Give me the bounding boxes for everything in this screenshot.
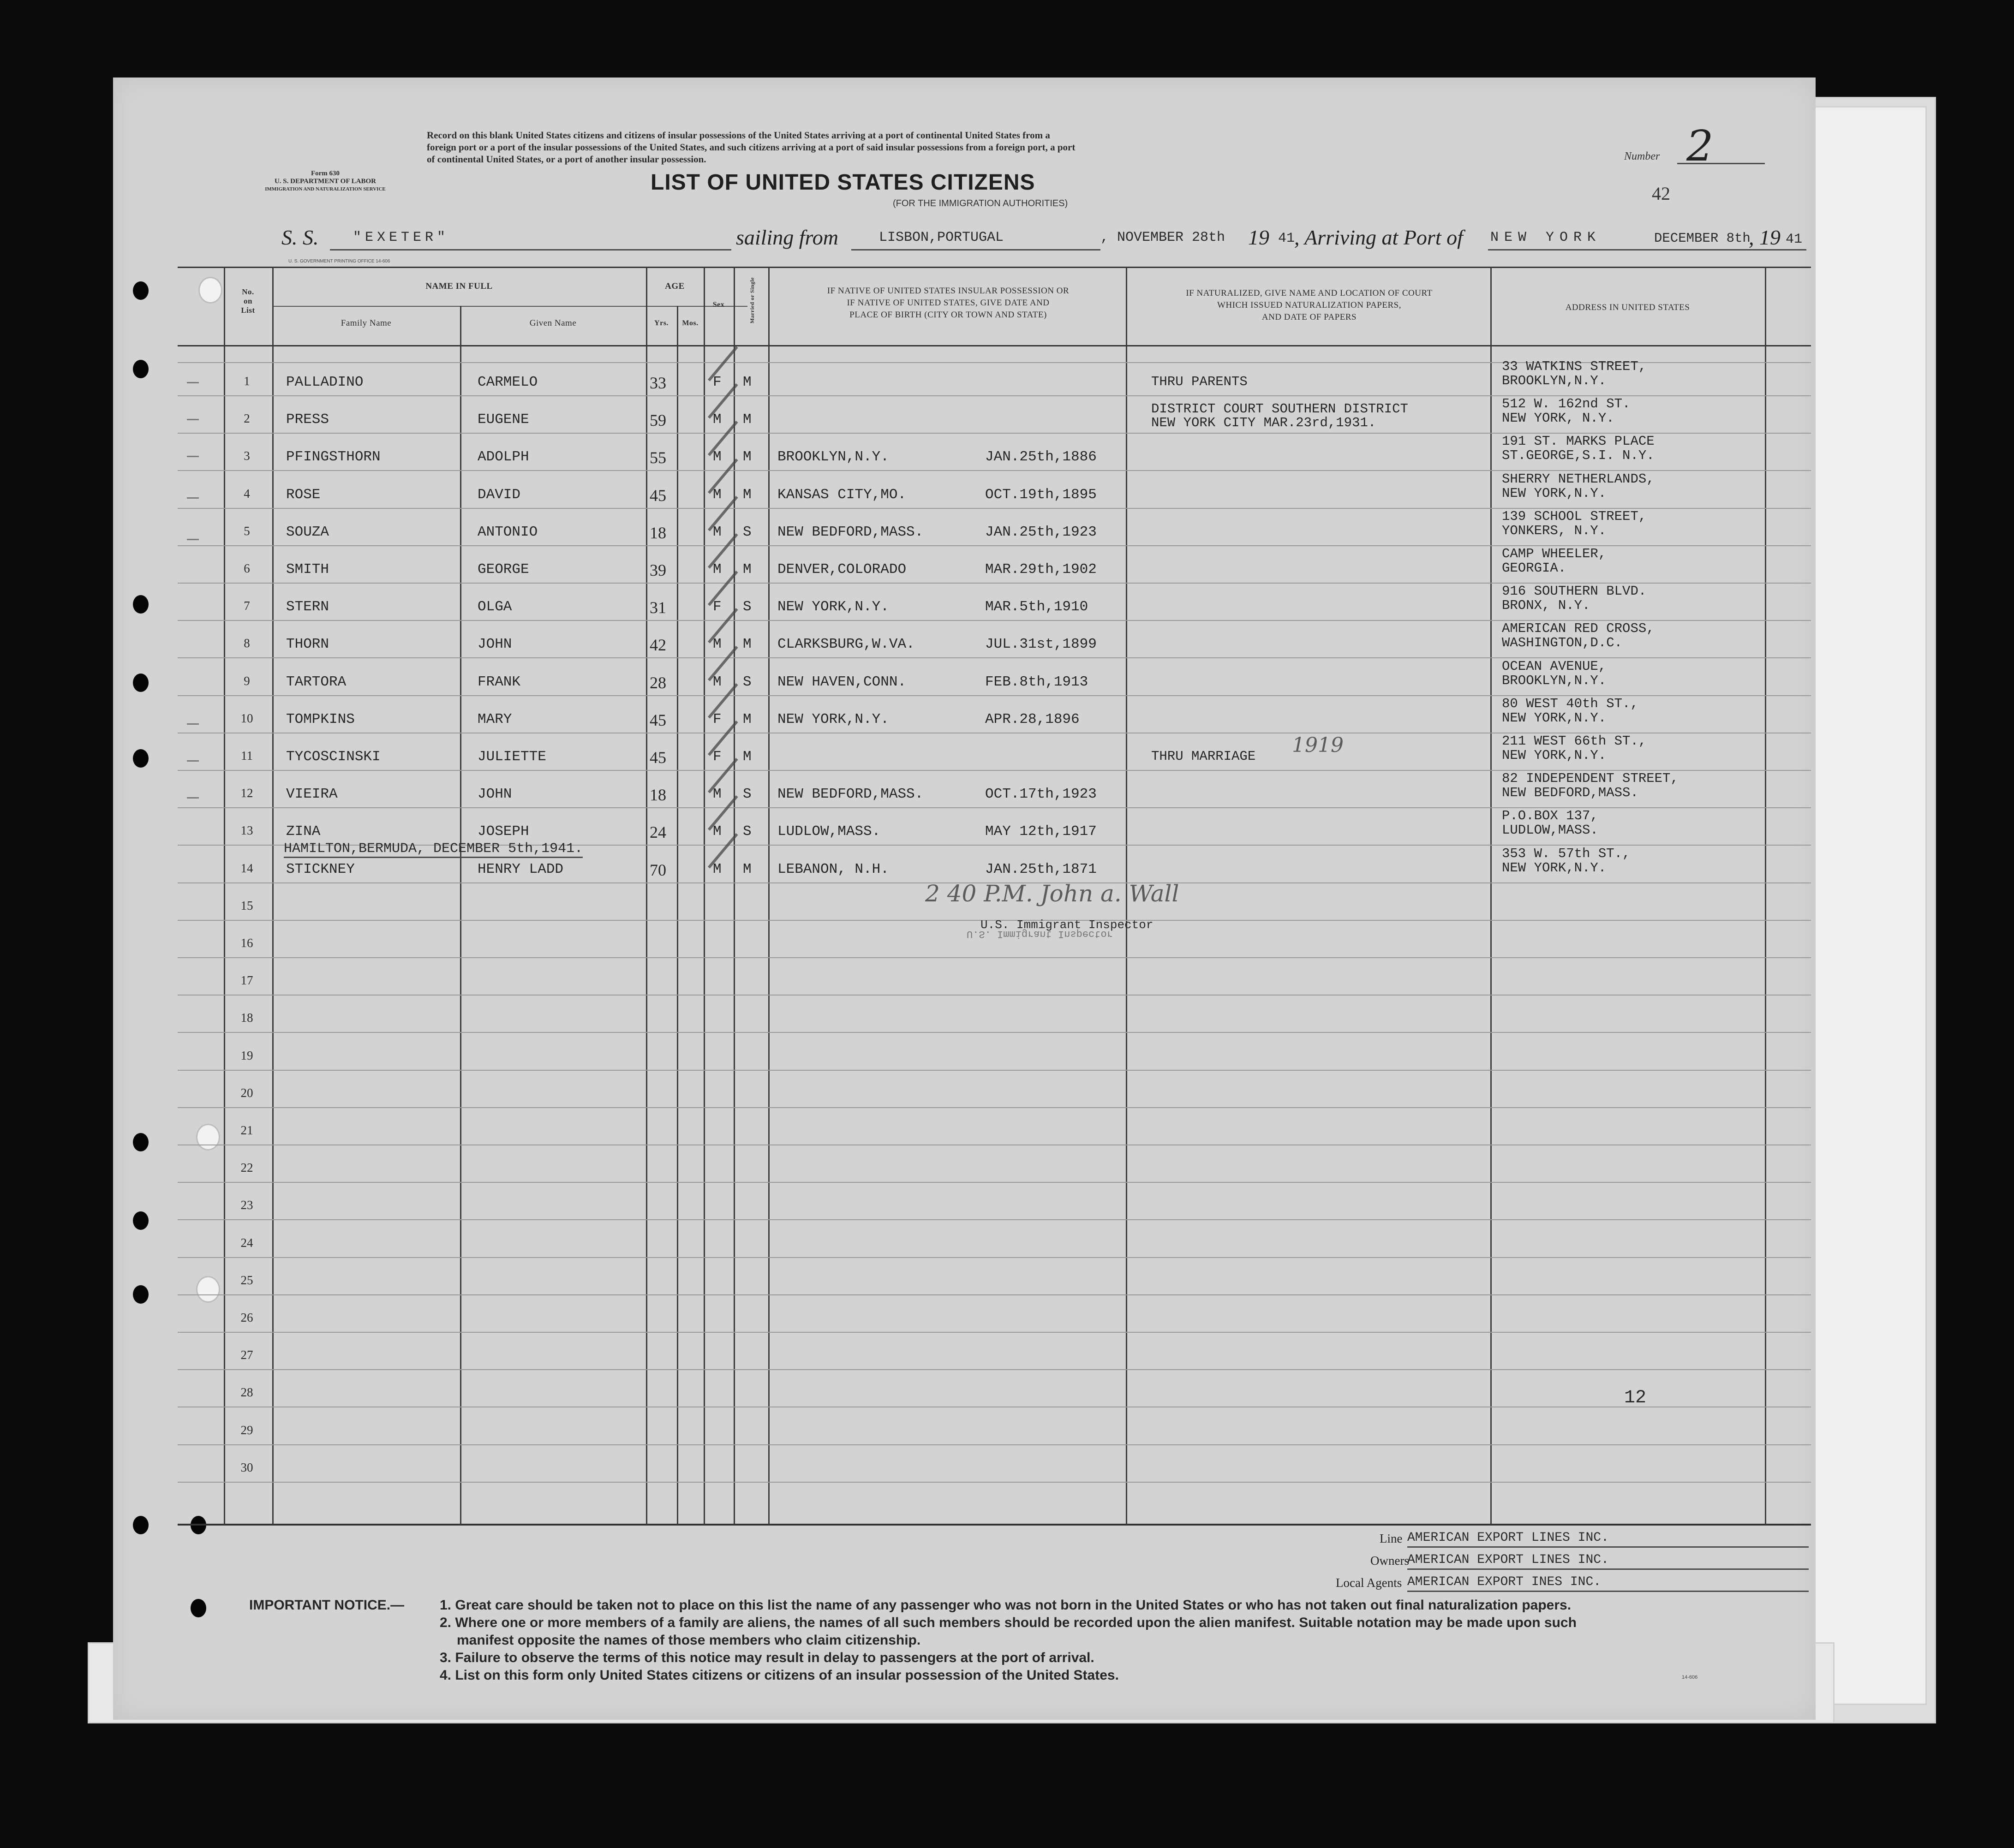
header-text: AND DATE OF PAPERS — [1261, 312, 1357, 322]
notice-item: 3. Failure to observe the terms of this notice may result in delay to passengers at the port of arrival. — [440, 1650, 1094, 1665]
page-title: LIST OF UNITED STATES CITIZENS — [651, 170, 1035, 195]
col-rule — [734, 267, 735, 1525]
row-rule — [178, 1482, 1811, 1483]
departure-date: , NOVEMBER 28th — [1100, 230, 1225, 245]
family-name: TOMPKINS — [286, 711, 355, 727]
col-rule — [460, 306, 461, 1525]
age-years: 45 — [650, 486, 666, 505]
row-number: 13 — [240, 823, 253, 838]
notice-item: 2. Where one or more members of a family are aliens, the names of all such members should be recorded upon the alien manifest. Suitable notation may be made upon such — [440, 1615, 1577, 1630]
address-line: NEW YORK,N.Y. — [1502, 485, 1607, 501]
row-number: 5 — [244, 524, 250, 538]
row-rule — [178, 957, 1811, 958]
address-line: 139 SCHOOL STREET, — [1502, 508, 1647, 524]
sex: M — [713, 861, 722, 877]
marital-status: S — [743, 524, 752, 540]
inspector-title: U.S. Immigrant Inspector — [980, 918, 1153, 932]
sex: M — [713, 411, 722, 428]
row-rule — [178, 1294, 1811, 1295]
family-name: SMITH — [286, 561, 329, 578]
name-split-rule — [272, 306, 747, 307]
sex: M — [713, 524, 722, 540]
form-id-block — [256, 170, 394, 193]
birth-place: LUDLOW,MASS. — [777, 823, 881, 840]
instruction-line: Record on this blank United States citizens and citizens of insular possessions of the United States arriving at a port of continental United States from a — [427, 130, 1050, 141]
punch-hole — [133, 281, 149, 300]
instruction-line: foreign port or a port of the insular possessions of the United States, and such citizens arriving at a port of said insular possessions from a foreign port, a port — [427, 142, 1076, 153]
ship-line — [330, 249, 731, 250]
age-years: 55 — [650, 448, 666, 467]
col-rule — [1490, 267, 1492, 1525]
row-rule — [178, 1107, 1811, 1108]
col-birth-header — [771, 285, 1126, 321]
given-name: EUGENE — [478, 411, 529, 428]
agents-label: Local Agents — [1336, 1576, 1402, 1590]
naturalization: NEW YORK CITY MAR.23rd,1931. — [1151, 415, 1376, 431]
margin-mark — [187, 797, 199, 799]
printing-office: U. S. GOVERNMENT PRINTING OFFICE 14-606 — [288, 259, 390, 264]
margin-mark — [187, 456, 199, 457]
row-rule — [178, 1444, 1811, 1445]
birth-date: APR.28,1896 — [985, 711, 1080, 727]
given-name: ADOLPH — [478, 449, 529, 465]
col-address-header: ADDRESS IN UNITED STATES — [1565, 303, 1690, 312]
address-line: 80 WEST 40th ST., — [1502, 696, 1638, 711]
back-sheet — [1813, 106, 1927, 1705]
row-number: 25 — [240, 1273, 253, 1287]
row-number: 4 — [244, 486, 250, 501]
col-yrs-header: Yrs. — [654, 319, 669, 327]
birth-date: JAN.25th,1923 — [985, 524, 1097, 540]
col-age-header: AGE — [665, 281, 685, 291]
row-number: 18 — [240, 1011, 253, 1025]
owners-value: AMERICAN EXPORT LINES INC. — [1407, 1553, 1809, 1570]
marital-status: M — [743, 861, 752, 877]
row-number: 3 — [244, 449, 250, 463]
col-rule — [677, 306, 678, 1525]
col-rule — [1765, 267, 1766, 1525]
age-years: 45 — [650, 710, 666, 729]
stamp-number: 12 — [1624, 1388, 1647, 1408]
birth-date: MAR.5th,1910 — [985, 599, 1088, 615]
marital-status: M — [743, 749, 752, 765]
birth-date: JAN.25th,1871 — [985, 861, 1097, 877]
address-line: BROOKLYN,N.Y. — [1502, 673, 1607, 688]
marital-status: S — [743, 674, 752, 690]
sex: M — [713, 561, 722, 578]
address-line: NEW YORK, N.Y. — [1502, 411, 1614, 426]
address-line: SHERRY NETHERLANDS, — [1502, 471, 1655, 487]
page-subtitle: (FOR THE IMMIGRATION AUTHORITIES) — [893, 198, 1068, 209]
family-name: TARTORA — [286, 674, 347, 690]
marital-status: M — [743, 449, 752, 465]
sailing-label: sailing from — [736, 226, 838, 249]
given-name: JOSEPH — [478, 823, 529, 840]
address-line: NEW BEDFORD,MASS. — [1502, 785, 1638, 801]
row-number: 21 — [240, 1123, 253, 1137]
birth-date: JUL.31st,1899 — [985, 636, 1097, 653]
family-name: TYCOSCINSKI — [286, 749, 381, 765]
table-bottom-rule — [178, 1524, 1811, 1526]
punch-hole — [133, 749, 149, 768]
age-years: 42 — [650, 636, 666, 655]
age-years: 39 — [650, 561, 666, 579]
punch-hole — [191, 1599, 206, 1617]
given-name: MARY — [478, 711, 512, 727]
age-years: 59 — [650, 411, 666, 430]
address-line: CAMP WHEELER, — [1502, 546, 1607, 561]
birth-date: JAN.25th,1886 — [985, 449, 1097, 465]
margin-mark — [187, 539, 199, 540]
margin-mark — [187, 760, 199, 762]
row-number: 6 — [244, 561, 250, 575]
birth-place: NEW BEDFORD,MASS. — [777, 786, 924, 803]
given-name: FRANK — [478, 674, 521, 690]
naturalization: THRU PARENTS — [1151, 374, 1248, 389]
margin-mark — [187, 497, 199, 499]
family-name: PALLADINO — [286, 374, 364, 390]
col-rule — [768, 267, 770, 1525]
address-line: 191 ST. MARKS PLACE — [1502, 434, 1655, 449]
birth-date: OCT.17th,1923 — [985, 786, 1097, 803]
address-line: LUDLOW,MASS. — [1502, 823, 1598, 838]
instruction-line: of continental United States, or a port of another insular possession. — [427, 154, 706, 165]
family-name: THORN — [286, 636, 329, 653]
header-text: No. — [242, 287, 254, 296]
row-rule — [178, 1032, 1811, 1033]
sex: M — [713, 674, 722, 690]
address-line: GEORGIA. — [1502, 560, 1566, 576]
address-line: NEW YORK,N.Y. — [1502, 748, 1607, 763]
line-label: Line — [1380, 1532, 1403, 1545]
col-mos-header: Mos. — [682, 319, 699, 327]
margin-mark — [187, 419, 199, 420]
naturalization: THRU MARRIAGE — [1151, 749, 1256, 764]
address-line: BROOKLYN,N.Y. — [1502, 373, 1607, 388]
col-given-header: Given Name — [529, 318, 577, 328]
row-number: 23 — [240, 1198, 253, 1212]
agents-value: AMERICAN EXPORT INES INC. — [1407, 1575, 1809, 1592]
sex: F — [713, 749, 722, 765]
from-line — [851, 249, 1100, 250]
given-name: ANTONIO — [478, 524, 538, 540]
row-number: 16 — [240, 936, 253, 950]
notice-item: manifest opposite the names of those members who claim citizenship. — [457, 1633, 921, 1648]
mirrored-stamp: U.S. Immigrant Inspector — [967, 928, 1113, 940]
address-line: 33 WATKINS STREET, — [1502, 359, 1647, 374]
row-number: 17 — [240, 973, 253, 988]
row-rule — [178, 1332, 1811, 1333]
address-line: YONKERS, N.Y. — [1502, 523, 1607, 538]
marriage-year: 1919 — [1292, 733, 1344, 757]
given-name: JULIETTE — [478, 749, 546, 765]
punch-hole — [133, 1133, 149, 1151]
row-number: 28 — [240, 1385, 253, 1400]
notice-heading: IMPORTANT NOTICE.— — [249, 1598, 405, 1613]
col-name-header: NAME IN FULL — [425, 281, 493, 291]
row-number: 26 — [240, 1311, 253, 1324]
row-number: 15 — [240, 898, 253, 912]
address-line: 82 INDEPENDENT STREET, — [1502, 771, 1679, 787]
sex: F — [713, 599, 722, 615]
naturalization: DISTRICT COURT SOUTHERN DISTRICT — [1151, 401, 1408, 417]
col-married-header: Married or Single — [749, 277, 755, 324]
sex: M — [713, 786, 722, 803]
header-text: IF NATIVE OF UNITED STATES INSULAR POSSESSION OR — [827, 286, 1070, 296]
col-no-header — [224, 287, 272, 315]
birth-date: MAY 12th,1917 — [985, 823, 1097, 840]
marital-status: M — [743, 636, 752, 653]
page-number: 42 — [1652, 183, 1670, 204]
birth-place: NEW YORK,N.Y. — [777, 711, 889, 727]
punch-hole — [133, 595, 149, 614]
form-dept: U. S. DEPARTMENT OF LABOR — [274, 178, 377, 185]
birth-place: NEW YORK,N.Y. — [777, 599, 889, 615]
address-line: WASHINGTON,D.C. — [1502, 635, 1623, 651]
row-rule — [178, 1070, 1811, 1071]
given-name: GEORGE — [478, 561, 529, 578]
marital-status: M — [743, 486, 752, 503]
family-name: SOUZA — [286, 524, 329, 540]
margin-mark — [187, 382, 199, 383]
family-name: PRESS — [286, 411, 329, 428]
marital-status: M — [743, 411, 752, 428]
number-label: Number — [1624, 150, 1660, 162]
birth-place: LEBANON, N.H. — [777, 861, 889, 877]
row-rule — [178, 1219, 1811, 1220]
list-number: 2 — [1686, 121, 1714, 171]
row-number: 20 — [240, 1085, 253, 1100]
col-sex-header: Sex — [712, 301, 725, 309]
row-number: 1 — [244, 374, 250, 388]
col-rule — [272, 267, 274, 1525]
punch-hole — [196, 1124, 220, 1151]
sex: F — [713, 711, 722, 727]
form-service: IMMIGRATION AND NATURALIZATION SERVICE — [265, 186, 386, 192]
row-number: 12 — [240, 786, 253, 800]
arrival-port: NEW YORK — [1490, 230, 1602, 245]
age-years: 45 — [650, 748, 666, 767]
birth-place: DENVER,COLORADO — [777, 561, 907, 578]
departure-port: LISBON,PORTUGAL — [879, 230, 1004, 245]
punch-hole — [133, 674, 149, 692]
marital-status: M — [743, 711, 752, 727]
row-number: 2 — [244, 411, 250, 426]
depart-year-prefix: 19 — [1248, 226, 1269, 249]
notice-item: 4. List on this form only United States citizens or citizens of an insular possession of the United States. — [440, 1668, 1119, 1683]
age-years: 18 — [650, 786, 666, 805]
address-line: OCEAN AVENUE, — [1502, 658, 1607, 674]
birth-place: NEW BEDFORD,MASS. — [777, 524, 924, 540]
family-name: VIEIRA — [286, 786, 338, 803]
header-text: on — [244, 297, 252, 305]
header-text: WHICH ISSUED NATURALIZATION PAPERS, — [1217, 300, 1401, 310]
given-name: DAVID — [478, 486, 521, 503]
marital-status: S — [743, 786, 752, 803]
family-name: ZINA — [286, 823, 321, 840]
owners-label: Owners — [1370, 1554, 1409, 1568]
punch-hole — [133, 360, 149, 378]
birth-date: MAR.29th,1902 — [985, 561, 1097, 578]
col-rule — [646, 267, 647, 1525]
age-years: 18 — [650, 523, 666, 542]
arriving-label: , Arriving at Port of — [1294, 226, 1463, 249]
address-line: AMERICAN RED CROSS, — [1502, 621, 1655, 637]
address-line: 512 W. 162nd ST. — [1502, 396, 1631, 412]
header-text: PLACE OF BIRTH (CITY OR TOWN AND STATE) — [849, 310, 1047, 320]
row-number: 10 — [240, 711, 253, 725]
col-rule — [704, 267, 705, 1525]
address-line: 211 WEST 66th ST., — [1502, 733, 1647, 749]
manifest-page — [113, 77, 1816, 1720]
arrival-date: DECEMBER 8th — [1654, 231, 1751, 246]
age-years: 24 — [650, 823, 666, 842]
header-bottom-rule — [178, 345, 1811, 346]
col-naturalized-header — [1128, 287, 1490, 323]
marital-status: S — [743, 823, 752, 840]
row-number: 29 — [240, 1423, 253, 1437]
age-years: 28 — [650, 673, 666, 692]
row-rule — [178, 1182, 1811, 1183]
address-line: 916 SOUTHERN BLVD. — [1502, 584, 1647, 599]
birth-date: FEB.8th,1913 — [985, 674, 1088, 690]
sex: M — [713, 823, 722, 840]
family-name: PFINGSTHORN — [286, 449, 381, 465]
header-text: IF NATIVE OF UNITED STATES, GIVE DATE AND — [847, 298, 1050, 308]
form-number: Form 630 — [311, 170, 340, 177]
sex: M — [713, 486, 722, 503]
inspector-signature: 2 40 P.M. John a. Wall — [925, 880, 1179, 907]
given-name: CARMELO — [478, 374, 538, 390]
family-name: STICKNEY — [286, 861, 355, 877]
marital-status: M — [743, 561, 752, 578]
punch-hole — [133, 1285, 149, 1304]
family-name: STERN — [286, 599, 329, 615]
given-name: JOHN — [478, 786, 512, 803]
row-number: 7 — [244, 599, 250, 613]
address-line: NEW YORK,N.Y. — [1502, 710, 1607, 726]
row-number: 22 — [240, 1161, 253, 1175]
address-line: P.O.BOX 137, — [1502, 808, 1598, 824]
address-line: NEW YORK,N.Y. — [1502, 860, 1607, 876]
marital-status: M — [743, 374, 752, 390]
given-name: OLGA — [478, 599, 512, 615]
sex: M — [713, 449, 722, 465]
row-number: 8 — [244, 636, 250, 650]
age-years: 31 — [650, 598, 666, 617]
age-years: 70 — [650, 860, 666, 879]
depart-year: 41 — [1278, 231, 1295, 246]
col-family-header: Family Name — [341, 318, 392, 328]
ship-name: "EXETER" — [353, 230, 449, 245]
birth-date: OCT.19th,1895 — [985, 486, 1097, 503]
header-text: IF NATURALIZED, GIVE NAME AND LOCATION OF COURT — [1186, 288, 1433, 298]
hamilton-annotation: HAMILTON,BERMUDA, DECEMBER 5th,1941. — [284, 841, 583, 858]
arrival-year: 41 — [1786, 232, 1803, 247]
sex: F — [713, 374, 722, 390]
birth-place: CLARKSBURG,W.VA. — [777, 636, 915, 653]
header-text: List — [241, 306, 255, 315]
row-number: 30 — [240, 1460, 253, 1474]
address-line: ST.GEORGE,S.I. N.Y. — [1502, 448, 1655, 464]
family-name: ROSE — [286, 486, 321, 503]
ss-label: S. S. — [281, 226, 319, 249]
row-number: 9 — [244, 674, 250, 688]
sex: M — [713, 636, 722, 653]
line-value: AMERICAN EXPORT LINES INC. — [1407, 1531, 1809, 1548]
given-name: HENRY LADD — [478, 861, 564, 877]
address-line: BRONX, N.Y. — [1502, 598, 1590, 614]
punch-hole — [196, 1276, 220, 1303]
age-years: 33 — [650, 374, 666, 392]
given-name: JOHN — [478, 636, 512, 653]
margin-mark — [187, 723, 199, 725]
marital-status: S — [743, 599, 752, 615]
row-number: 11 — [241, 749, 253, 763]
instructions — [427, 129, 1075, 165]
birth-place: NEW HAVEN,CONN. — [777, 674, 907, 690]
notice-item: 1. Great care should be taken not to place on this list the name of any passenger who was not born in the United States or who has not taken out final naturalization papers. — [440, 1598, 1572, 1613]
row-rule — [178, 1257, 1811, 1258]
birth-place: BROOKLYN,N.Y. — [777, 449, 889, 465]
row-number: 14 — [240, 861, 253, 875]
punch-hole — [198, 277, 222, 304]
row-number: 24 — [240, 1235, 253, 1250]
form-code: 14-606 — [1682, 1675, 1698, 1680]
arrival-year-prefix: , 19 — [1749, 226, 1781, 249]
row-number: 27 — [240, 1348, 253, 1362]
punch-hole — [133, 1211, 149, 1230]
table-top-rule — [178, 267, 1811, 268]
birth-place: KANSAS CITY,MO. — [777, 486, 907, 503]
row-rule — [178, 995, 1811, 996]
punch-hole — [133, 1516, 149, 1534]
row-number: 19 — [240, 1048, 253, 1062]
address-line: 353 W. 57th ST., — [1502, 846, 1631, 861]
row-rule — [178, 1369, 1811, 1370]
